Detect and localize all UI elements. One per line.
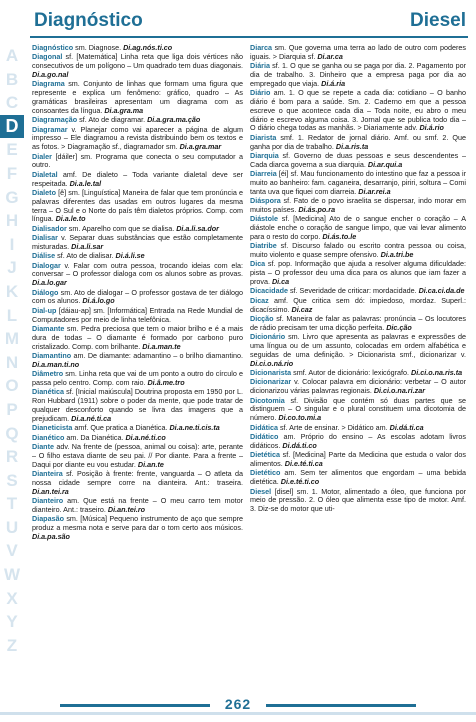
entry-definition: amf. De dialeto – Toda variante dialetal deve ser respeitada.	[32, 169, 243, 188]
first-headword-guide: Diagnóstico	[34, 10, 143, 31]
entry-definition: amf. Que critica sem dó: impiedoso, mordaz. Superl.: dicacíssimo.	[250, 295, 466, 314]
entry-headword: Dialisar	[32, 233, 58, 243]
entry-syllabification: Di.dá.ti.co	[282, 440, 317, 450]
alphabet-letter-s: S	[6, 470, 18, 490]
entry-syllabification: Di.ás.po.ra	[298, 204, 336, 214]
entry-definition: sm. Livro que apresenta as palavras e expressões de uma língua ou de um assunto, colocadas em ordem alfabética e seguidas de uma definição. > Dicionarista smf., dicionarizar v.	[250, 332, 466, 359]
entry-headword: Diapasão	[32, 514, 64, 524]
entry-syllabification: Di.á.ria	[321, 78, 346, 88]
dictionary-entry	[250, 378, 466, 396]
entry-headword: Dialer	[32, 151, 52, 161]
entry-headword: Diagonal	[32, 52, 63, 62]
dictionary-entry	[32, 53, 243, 79]
entry-headword: Diário	[250, 88, 271, 98]
entry-syllabification: Di.an.tei.ra	[32, 486, 69, 496]
entry-definition: v. Separar duas substâncias que estão completamente misturadas.	[32, 233, 243, 251]
entry-headword: Dial-up	[32, 305, 57, 315]
footer-bar	[0, 712, 476, 715]
entry-headword: Dialetal	[32, 169, 58, 179]
alphabet-letter-z: Z	[6, 635, 18, 655]
dictionary-entry	[32, 234, 243, 252]
entry-definition: sm. Pedra preciosa que tem o maior brilho e é a mais dura de todas – O diamante é formado por carbono puro cristalizado. Comp. com brilhante.	[32, 324, 243, 351]
entry-syllabification: Di.á.rio	[419, 123, 444, 133]
entry-headword: Dianeticista	[32, 423, 73, 433]
entry-syllabification: Di.an.te	[137, 459, 164, 469]
alphabet-letter-f: F	[6, 163, 18, 183]
dictionary-entry	[250, 469, 466, 487]
dictionary-entry	[32, 289, 243, 307]
alphabet-letter-p: P	[6, 399, 18, 419]
dictionary-entry	[32, 307, 243, 325]
entry-syllabification: Di.a.le.to	[55, 214, 86, 224]
entry-headword: Dialeto	[32, 187, 56, 197]
entry-syllabification: Di.á.li.se	[115, 251, 145, 261]
dictionary-entry	[250, 44, 466, 62]
entry-headword: Dialisador	[32, 223, 67, 233]
entry-definition: sf. [Medicina] Ato de o sangue encher o coração – A diástole enche o coração de sangue limpo, que vai levar alimento para o resto do corpo.	[250, 214, 466, 241]
entry-definition: sf. pop. Informação que ajuda a resolver alguma dificuldade: pista – O professor deu uma dica para os alunos que iam fazer a prova.	[250, 259, 466, 287]
alphabet-letter-t: T	[6, 494, 18, 514]
dictionary-entry	[250, 397, 466, 423]
entry-headword: Diante	[32, 441, 54, 451]
last-headword-guide: Diesel	[410, 10, 466, 31]
entry-headword: Dietética	[250, 450, 280, 460]
entry-syllabification: Di.co.to.mi.a	[278, 413, 322, 423]
alphabet-letter-g: G	[5, 187, 19, 207]
entry-headword: Diarquia	[250, 150, 279, 160]
alphabet-letter-n: N	[5, 352, 19, 372]
alphabet-letter-d: D	[0, 115, 24, 139]
entry-headword: Didático	[250, 431, 279, 441]
entry-definition: v. Planejar como vai aparecer a página de algum impresso – Ele diagramou a revista distribuindo bem os textos e as fotos. > Diagramação sf., diagramador sm.	[32, 124, 243, 152]
entry-headword: Diagrama	[32, 79, 65, 89]
alphabet-letter-q: Q	[5, 423, 19, 443]
dictionary-entry	[250, 134, 466, 152]
entry-headword: Dicotomia	[250, 395, 285, 405]
entry-definition: [disel] sm. 1. Motor, alimentado a óleo, que funciona por meio de pressão. 2. O óleo que alimenta esse tipo de motor. Amf. 3. Diz-se do motor que uti-	[250, 486, 466, 514]
alphabet-letter-m: M	[4, 329, 20, 349]
entry-definition: sm. Que governa uma terra ao lado de outro com poderes iguais. > Diarquia sf.	[250, 43, 466, 61]
entry-definition: sf. Arte de ensinar. > Didático am.	[277, 422, 390, 432]
entry-definition: am. Da Dianética.	[64, 432, 126, 442]
dictionary-entry	[32, 497, 243, 515]
entry-definition: am. Sem ter alimentos que engordam – uma bebida dietética.	[250, 468, 466, 487]
entry-syllabification: Di.an.tei.ro	[107, 504, 146, 514]
entry-definition: adv. Na frente de (pessoa, animal ou coisa): arte, perante – O filho estava diante de seu pai. // Por diante. Para a frente – Daqui por diante eu vou estudar.	[32, 441, 243, 469]
left-column	[32, 44, 243, 542]
alphabet-letter-k: K	[5, 281, 19, 301]
alphabet-letter-w: W	[3, 565, 21, 585]
entry-headword: Diagramar	[32, 124, 68, 134]
entry-syllabification: Di.ag.nós.ti.co	[123, 43, 173, 52]
dictionary-entry	[250, 215, 466, 241]
entry-headword: Diatribe	[250, 241, 277, 251]
entry-definition: sf. Ato de dialisar.	[55, 251, 116, 261]
entry-definition: sf. Discurso falado ou escrito contra pessoa ou coisa, muito violento e quase sempre ofensivo.	[250, 241, 466, 260]
entry-syllabification: Di.ar.qui.a	[367, 159, 403, 169]
entry-syllabification: Di.a.gra.ma	[104, 105, 144, 115]
alphabet-letter-c: C	[5, 93, 19, 113]
entry-headword: Dianteiro	[32, 495, 64, 505]
entry-syllabification: Di.a.man.te	[142, 341, 181, 351]
entry-definition: sf. Maneira de falar as palavras: pronúncia – Os locutores de rádio precisam ter uma dicção perfeita.	[250, 314, 466, 332]
entry-syllabification: Di.a.né.ti.co	[125, 432, 166, 442]
dictionary-entry	[32, 80, 243, 115]
entry-syllabification: Di.a.ris.ta	[335, 141, 369, 151]
entry-definition: am. De diamante: adamantino – o brilho diamantino.	[71, 351, 243, 360]
entry-headword: Diálogo	[32, 287, 59, 297]
alphabet-letter-j: J	[7, 258, 17, 278]
dictionary-entry	[32, 443, 243, 469]
entry-headword: Dietético	[250, 468, 281, 478]
dictionary-entry	[32, 126, 243, 152]
entry-syllabification: Di.ar.rei.a	[358, 186, 391, 196]
entry-definition: sf. Posição à frente: frente, vanguarda – O atleta da nossa cidade sempre corre na dianteira. Ant.: traseira.	[32, 468, 243, 487]
entry-syllabification: Di.ci.o.na.ri.zar	[373, 386, 425, 396]
dictionary-entry	[250, 197, 466, 215]
page-number: 262	[224, 696, 252, 712]
entry-definition: sf. [Medicina] Parte da Medicina que estuda o valor dos alimentos.	[250, 450, 466, 468]
entry-headword: Diâmetro	[32, 369, 64, 379]
entry-definition: sf. Governo de duas pessoas e seus descendentes – Cada diarca governa a sua diarquia.	[250, 150, 466, 169]
dictionary-entry	[32, 171, 243, 189]
page-header	[0, 0, 476, 42]
entry-syllabification: Di.caz	[291, 304, 313, 314]
entry-headword: Dicacidade	[250, 286, 288, 296]
entry-definition: smf. 1. Redator de jornal diário. Amf. ou smf. 2. Que ganha por dia de trabalho.	[250, 132, 466, 151]
right-column	[250, 44, 466, 515]
entry-syllabification: Di.ar.ca	[317, 51, 343, 61]
dictionary-entry	[250, 451, 466, 469]
alphabet-letter-b: B	[5, 69, 19, 89]
dictionary-entry	[32, 470, 243, 496]
entry-headword: Diarca	[250, 43, 272, 52]
dictionary-entry	[32, 189, 243, 224]
entry-syllabification: Di.a.man.ti.no	[32, 359, 80, 369]
header-rule	[30, 36, 468, 38]
alphabet-letter-v: V	[6, 541, 18, 561]
dictionary-entry	[250, 315, 466, 333]
entry-definition: sf. Divisão que contém só duas partes que se distinguem – O singular e o plural constituem uma dicotomia de número.	[250, 395, 466, 423]
entry-headword: Dicionário	[250, 332, 286, 342]
entry-headword: Dialogar	[32, 260, 61, 270]
entry-headword: Diástole	[250, 214, 278, 224]
entry-definition: am. 1. O que se repete a cada dia: cotidiano – O banho diário é bom para a saúde. Sm. 2. Caderno em que a pessoa escreve o que acontece cada dia – Toda noite, eu abro o meu diário e escrevo alguma coisa. 3. Jornal que se publica todo dia – O diário chega todas as manhãs. > Diariamente adv.	[250, 88, 466, 133]
entry-definition: smf. Autor de dicionário: lexicógrafo.	[291, 368, 412, 377]
entry-definition: sf. 1. O que se ganha ou se paga por dia. 2. Pagamento por dia de trabalho. 3. Dinheiro que a empresa paga por dia ao empregado que viaja.	[250, 61, 466, 88]
dictionary-entry	[32, 515, 243, 541]
entry-headword: Dicção	[250, 314, 274, 324]
alphabet-letter-r: R	[5, 447, 19, 467]
entry-syllabification: Di.a.gra.ma.ção	[147, 115, 201, 125]
entry-syllabification: Di.ca.ci.da.de	[418, 286, 465, 296]
entry-definition: sm. Conjunto de linhas que formam uma figura que represente e explica um fenômeno: gráfico, quadro – As gramáticas brasileiras apresentam um diagrama com as consoantes da língua.	[32, 79, 243, 115]
entry-definition: sm. Ato de dialogar – O professor gostava de ter diálogo com os alunos.	[32, 287, 243, 306]
entry-syllabification: Di.a.li.sar	[71, 241, 104, 251]
alphabet-letter-y: Y	[6, 612, 18, 632]
entry-syllabification: Di.a.gra.mar	[179, 142, 222, 152]
alphabet-index	[0, 44, 24, 657]
entry-definition: sf. [Inicial maiúscula] Doutrina proposta em 1950 por L. Ron Hubbard (1911) sobre o poder da mente, que pode tratar de qualquer desconforto quando se livra das imagens que a prejudicam.	[32, 387, 243, 423]
entry-definition: sm. Linha reta que vai de um ponto a outro do círculo e passa pelo centro. Comp. com raio.	[32, 369, 243, 387]
entry-headword: Diáspora	[250, 196, 281, 206]
entry-headword: Diagramação	[32, 115, 78, 125]
entry-headword: Diarreia	[250, 169, 277, 179]
entry-definition: [dáiau-ap] sm. [Informática] Entrada na Rede Mundial de Computadores por meio de linha telefônica.	[32, 305, 243, 324]
entry-headword: Dianética	[32, 387, 64, 397]
entry-definition: sf. Fato de o povo israelita se dispersar, indo morar em muitos países.	[250, 196, 466, 214]
entry-syllabification: Di.e.té.ti.co	[280, 477, 320, 487]
entry-definition: sm. Aparelho com que se dialisa.	[66, 223, 177, 233]
entry-syllabification: Di.a.pa.são	[32, 531, 70, 541]
alphabet-letter-l: L	[6, 305, 18, 325]
dictionary-entry	[32, 153, 243, 171]
entry-syllabification: Di.a.le.tal	[69, 178, 102, 188]
entry-headword: Dianteira	[32, 468, 63, 478]
entry-definition: [dáiler] sm. Programa que conecta o seu computador a outro.	[32, 151, 243, 170]
entry-definition: sm. [Música] Pequeno instrumento de aço que sempre produz a mesma nota e serve para dar o tom certo aos músicos.	[32, 514, 243, 532]
alphabet-letter-x: X	[6, 588, 18, 608]
entry-syllabification: Di.e.té.ti.ca	[284, 458, 323, 468]
dictionary-entry	[250, 488, 466, 514]
entry-headword: Diesel	[250, 486, 272, 496]
dictionary-entry	[32, 388, 243, 423]
entry-headword: Diálise	[32, 251, 56, 261]
entry-syllabification: Di.a.né.ti.ca	[71, 413, 112, 423]
entry-headword: Dica	[250, 259, 266, 269]
entry-headword: Dicionarizar	[250, 377, 292, 387]
entry-definition: v. Colocar palavra em dicionário: verbetar – O autor dicionarizou várias palavras regionais.	[250, 377, 466, 396]
alphabet-letter-u: U	[5, 517, 19, 537]
entry-definition: amf. Que pratica a Dianética.	[72, 423, 170, 433]
entry-definition: sf. [Matemática] Linha reta que liga dois vértices não consecutivos de um polígono – Um quadrado tem duas diagonais.	[32, 52, 243, 71]
entry-syllabification: Di.a.ne.ti.cis.ta	[169, 423, 220, 433]
alphabet-letter-o: O	[5, 376, 19, 396]
dictionary-entry	[250, 89, 466, 133]
entry-headword: Diagnóstico	[32, 43, 74, 52]
dictionary-entry	[250, 62, 466, 88]
dictionary-entry	[32, 325, 243, 351]
dictionary-entry	[250, 152, 466, 170]
entry-headword: Dicaz	[250, 295, 269, 305]
entry-syllabification: Di.dá.ti.ca	[389, 422, 424, 432]
entry-definition: sf. Severidade de criticar: mordacidade.	[287, 286, 419, 296]
entry-syllabification: Di.â.me.tro	[147, 377, 185, 387]
dictionary-entry	[32, 370, 243, 388]
entry-syllabification: Dic.ção	[386, 322, 412, 332]
entry-definition: sm. Diagnose.	[73, 43, 124, 52]
entry-syllabification: Di.á.lo.go	[82, 296, 115, 306]
entry-definition: am. Que está na frente – O meu carro tem motor dianteiro. Ant.: traseiro.	[32, 495, 243, 514]
dictionary-entry	[250, 260, 466, 286]
entry-headword: Diária	[250, 61, 270, 71]
entry-definition: am. Próprio do ensino – As escolas adotam livros didáticos.	[250, 431, 466, 450]
alphabet-letter-h: H	[5, 211, 19, 231]
entry-headword: Dicionarista	[250, 368, 292, 377]
entry-headword: Diamantino	[32, 351, 72, 360]
entry-syllabification: Di.ca	[271, 277, 290, 287]
dictionary-entry	[250, 170, 466, 196]
entry-headword: Diarista	[250, 132, 277, 142]
entry-syllabification: Di.ci.o.ná.rio	[250, 358, 294, 368]
entry-syllabification: Di.ás.to.le	[322, 231, 357, 241]
entry-definition: [éi] sf. Mau funcionamento do intestino que faz a pessoa ir muito ao banheiro: fam. caganeira, desarranjo, piriri, soltura – Comi tanta uva que fiquei com diarreia.	[250, 169, 466, 196]
alphabet-letter-i: I	[9, 234, 15, 254]
entry-definition: v. Falar com outra pessoa, trocando ideias com ela: conversar – O professor dialoga com os alunos sobre as provas.	[32, 260, 243, 279]
entry-headword: Diamante	[32, 324, 65, 334]
entry-headword: Didática	[250, 422, 278, 432]
entry-syllabification: Di.a.lo.gar	[32, 278, 67, 288]
entry-syllabification: Di.a.tri.be	[380, 250, 414, 260]
dictionary-entry	[250, 333, 466, 368]
dictionary-entry	[250, 297, 466, 315]
dictionary-entry	[32, 262, 243, 288]
alphabet-letter-a: A	[5, 46, 19, 65]
entry-definition: [ê] sm. [Linguística] Maneira de falar que tem pronúncia e palavras diferentes das usadas em outros lugares da mesma terra – O Sul e o Norte do país têm dialetos próprios. Comp. com língua.	[32, 187, 243, 224]
entry-syllabification: Di.ci.o.na.ris.ta	[411, 368, 463, 377]
dictionary-entry	[250, 242, 466, 260]
alphabet-letter-e: E	[6, 140, 18, 160]
entry-definition: sf. Ato de diagramar.	[77, 115, 148, 125]
entry-syllabification: Di.a.go.nal	[32, 69, 69, 79]
dictionary-entry	[32, 352, 243, 370]
entry-syllabification: Di.a.li.sa.dor	[176, 223, 219, 233]
dictionary-entry	[250, 433, 466, 451]
entry-headword: Dianético	[32, 432, 65, 442]
